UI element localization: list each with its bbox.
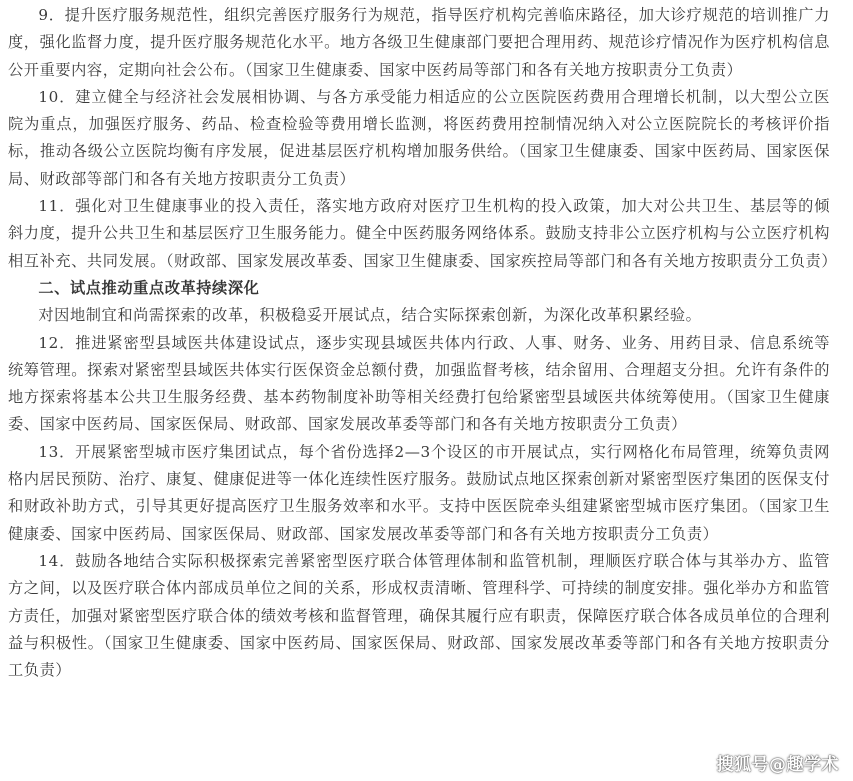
section-heading: 二、试点推动重点改革持续深化 — [38, 278, 260, 297]
paragraph-item-10: 10．建立健全与经济社会发展相协调、与各方承受能力相适应的公立医院医药费用合理增长机制，以大型公立医院为重点，加强医疗服务、药品、检查检验等费用增长监测，将医药费用控制情况纳入对公立医院院长的考核评价指标，推动各级公立医院均衡有序发展，促进基层医疗机构增加服务供给。（国家卫生健康委、国家中医药局、国家医保局、财政部等部门和各有关地方按职责分工负责） — [8, 87, 830, 188]
paragraph-item-14: 14．鼓励各地结合实际积极探索完善紧密型医疗联合体管理体制和监管机制，理顺医疗联合体与其举办方、监管方之间，以及医疗联合体内部成员单位之间的关系，形成权责清晰、管理科学、可持续的制度安排。强化举办方和监管方责任，加强对紧密型医疗联合体的绩效考核和监督管理，确保其履行应有职责，保障医疗联合体各成员单位的合理利益与积极性。（国家卫生健康委、国家中医药局、国家医保局、财政部、国家发展改革委等部门和各有关地方按职责分工负责） — [8, 551, 830, 680]
document-body — [8, 2, 838, 684]
paragraph-item-11: 11．强化对卫生健康事业的投入责任，落实地方政府对医疗卫生机构的投入政策，加大对公共卫生、基层等的倾斜力度，提升公共卫生和基层医疗卫生服务能力。健全中医药服务网络体系。鼓励支持非公立医疗机构与公立医疗机构相互补充、共同发展。（财政部、国家发展改革委、国家卫生健康委、国家疾控局等部门和各有关地方按职责分工负责） — [8, 197, 838, 270]
section-intro: 对因地制宜和尚需探索的改革，积极稳妥开展试点，结合实际探索创新，为深化改革积累经验。 — [38, 306, 702, 325]
paragraph-item-12: 12．推进紧密型县域医共体建设试点，逐步实现县域医共体内行政、人事、财务、业务、用药目录、信息系统等统筹管理。探索对紧密型县域医共体实行医保资金总额付费，加强监督考核，结余留用、合理超支分担。允许有条件的地方探索将基本公共卫生服务经费、基本药物制度补助等相关经费打包给紧密型县域医共体统筹使用。（国家卫生健康委、国家中医药局、国家医保局、财政部、国家发展改革委等部门和各有关地方按职责分工负责） — [8, 333, 830, 434]
paragraph-item-9: 9．提升医疗服务规范性，组织完善医疗服务行为规范，指导医疗机构完善临床路径，加大诊疗规范的培训推广力度，强化监督力度，提升医疗服务规范化水平。地方各级卫生健康部门要把合理用药、规范诊疗情况作为医疗机构信息公开重要内容，定期向社会公布。（国家卫生健康委、国家中医药局等部门和各有关地方按职责分工负责） — [8, 6, 830, 79]
watermark: 搜狐号@趣学术 — [716, 755, 839, 775]
paragraph-item-13: 13．开展紧密型城市医疗集团试点，每个省份选择2—3个设区的市开展试点，实行网格化布局管理，统筹负责网格内居民预防、治疗、康复、健康促进等一体化连续性医疗服务。鼓励试点地区探索创新对紧密型医疗集团的医保支付和财政补助方式，引导其更好提高医疗卫生服务效率和水平。支持中医医院牵头组建紧密型城市医疗集团。（国家卫生健康委、国家中医药局、国家医保局、财政部、国家发展改革委等部门和各有关地方按职责分工负责） — [8, 442, 830, 543]
